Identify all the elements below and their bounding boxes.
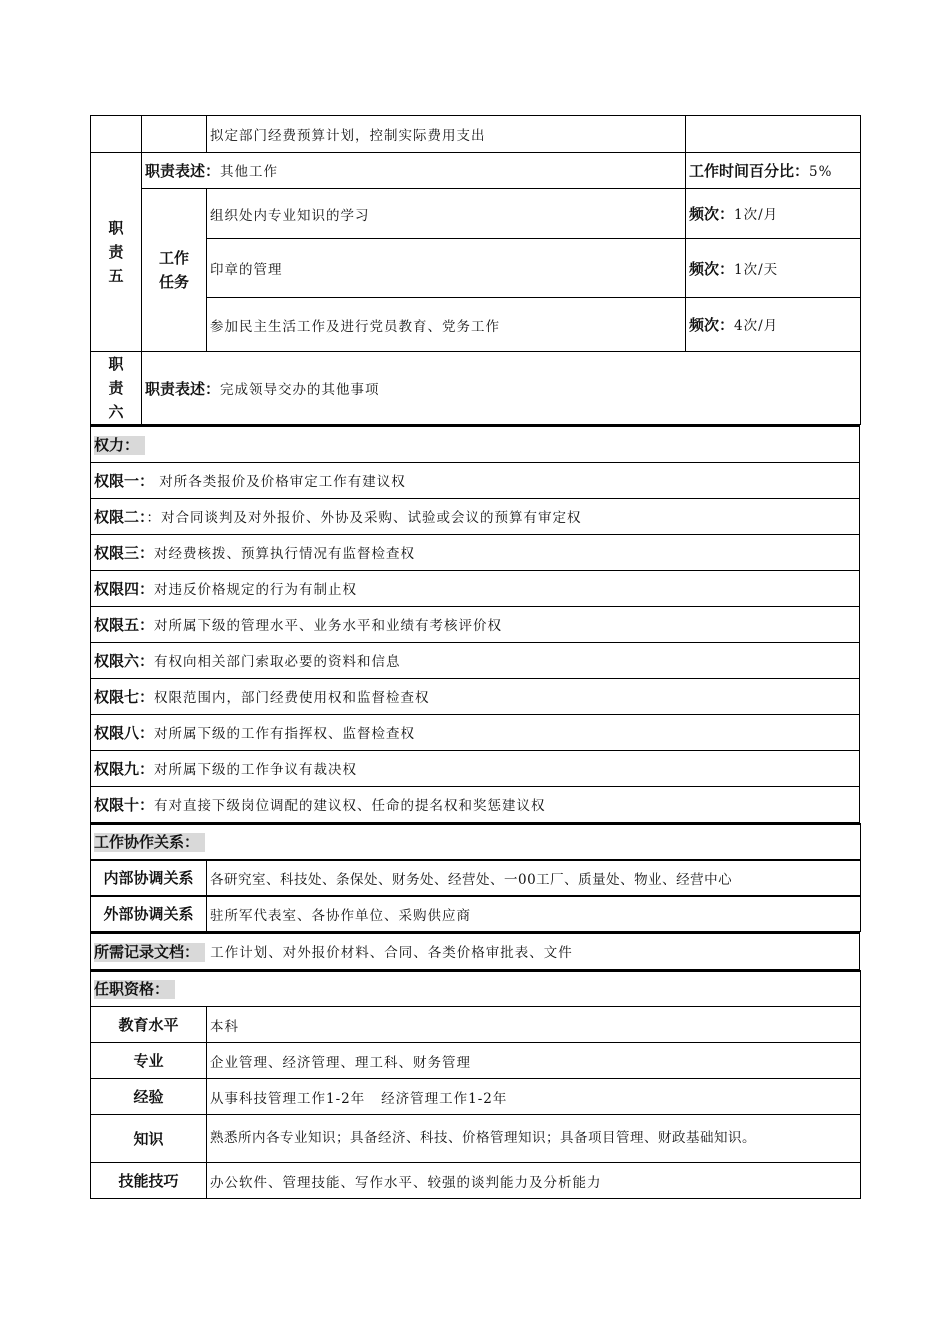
duty-prev-sub-cell <box>142 116 207 153</box>
qualification-value: 办公软件、管理技能、写作水平、较强的谈判能力及分析能力 <box>207 1163 861 1199</box>
duty6-description: 职责表述：完成领导交办的其他事项 <box>142 352 861 425</box>
duty5-task-text: 印章的管理 <box>207 239 686 298</box>
power-item: 权限二：：对合同谈判及对外报价、外协及采购、试验或会议的预算有审定权 <box>91 498 860 534</box>
qualification-label: 教育水平 <box>91 1007 207 1043</box>
qualification-row <box>91 1043 861 1079</box>
coordination-heading: 工作协作关系： <box>91 824 861 860</box>
internal-coordination-label: 内部协调关系 <box>91 860 207 896</box>
duty5-task-row <box>91 239 861 298</box>
qualification-row <box>91 1007 861 1043</box>
job-description-document <box>90 115 860 1199</box>
powers-heading: 权力： <box>91 426 860 462</box>
duty-prev-freq-cell <box>686 116 861 153</box>
power-item: 权限十：有对直接下级岗位调配的建议权、任命的提名权和奖惩建议权 <box>91 786 860 822</box>
internal-coordination-value: 各研究室、科技处、条保处、财务处、经营处、一00工厂、质量处、物业、经营中心 <box>207 860 861 896</box>
duty5-percent: 工作时间百分比：5% <box>686 153 861 189</box>
coordination-table <box>90 823 861 933</box>
duty5-task-freq: 频次：1次/天 <box>686 239 861 298</box>
power-item: 权限一： 对所各类报价及价格审定工作有建议权 <box>91 462 860 498</box>
qualification-label: 技能技巧 <box>91 1163 207 1199</box>
qualifications-heading: 任职资格： <box>91 971 861 1007</box>
qualification-value: 熟悉所内各专业知识；具备经济、科技、价格管理知识；具备项目管理、财政基础知识。 <box>207 1115 861 1163</box>
power-item: 权限八：对所属下级的工作有指挥权、监督检查权 <box>91 714 860 750</box>
qualification-row <box>91 1079 861 1115</box>
duty5-task-freq: 频次：4次/月 <box>686 298 861 352</box>
duty5-task-text: 组织处内专业知识的学习 <box>207 189 686 239</box>
qualification-value: 企业管理、经济管理、理工科、财务管理 <box>207 1043 861 1079</box>
records-table <box>90 932 860 970</box>
qualification-row <box>91 1163 861 1199</box>
qualification-label: 知识 <box>91 1115 207 1163</box>
duty-prev-row <box>91 116 861 153</box>
duty5-description: 职责表述：其他工作 <box>142 153 686 189</box>
duty5-desc-row <box>91 153 861 189</box>
duty5-task-row <box>91 189 861 239</box>
power-item: 权限三：对经费核拨、预算执行情况有监督检查权 <box>91 534 860 570</box>
duty5-task-row <box>91 298 861 352</box>
duty5-task-label: 工作 任务 <box>142 189 207 352</box>
external-coordination-value: 驻所军代表室、各协作单位、采购供应商 <box>207 896 861 932</box>
internal-coordination-row <box>91 860 861 896</box>
power-item: 权限五：对所属下级的管理水平、业务水平和业绩有考核评价权 <box>91 606 860 642</box>
duty6-label: 职 责 六 <box>91 352 142 425</box>
qualification-label: 专业 <box>91 1043 207 1079</box>
duty5-label: 职 责 五 <box>91 153 142 352</box>
qualification-row <box>91 1115 861 1163</box>
duty5-task-freq: 频次：1次/月 <box>686 189 861 239</box>
qualification-label: 经验 <box>91 1079 207 1115</box>
duty-prev-label-cell <box>91 116 142 153</box>
power-item: 权限九：对所属下级的工作争议有裁决权 <box>91 750 860 786</box>
duty5-task-text: 参加民主生活工作及进行党员教育、党务工作 <box>207 298 686 352</box>
external-coordination-label: 外部协调关系 <box>91 896 207 932</box>
qualification-value: 本科 <box>207 1007 861 1043</box>
powers-table <box>90 425 860 823</box>
qualifications-table <box>90 970 861 1200</box>
duties-table <box>90 115 861 425</box>
records-row: 所需记录文档： 工作计划、对外报价材料、合同、各类价格审批表、文件 <box>91 933 860 969</box>
external-coordination-row <box>91 896 861 932</box>
power-item: 权限四：对违反价格规定的行为有制止权 <box>91 570 860 606</box>
power-item: 权限六：有权向相关部门索取必要的资料和信息 <box>91 642 860 678</box>
duty-prev-task: 拟定部门经费预算计划，控制实际费用支出 <box>207 116 686 153</box>
duty6-row <box>91 352 861 425</box>
qualification-value: 从事科技管理工作1-2年 经济管理工作1-2年 <box>207 1079 861 1115</box>
power-item: 权限七：权限范围内，部门经费使用权和监督检查权 <box>91 678 860 714</box>
